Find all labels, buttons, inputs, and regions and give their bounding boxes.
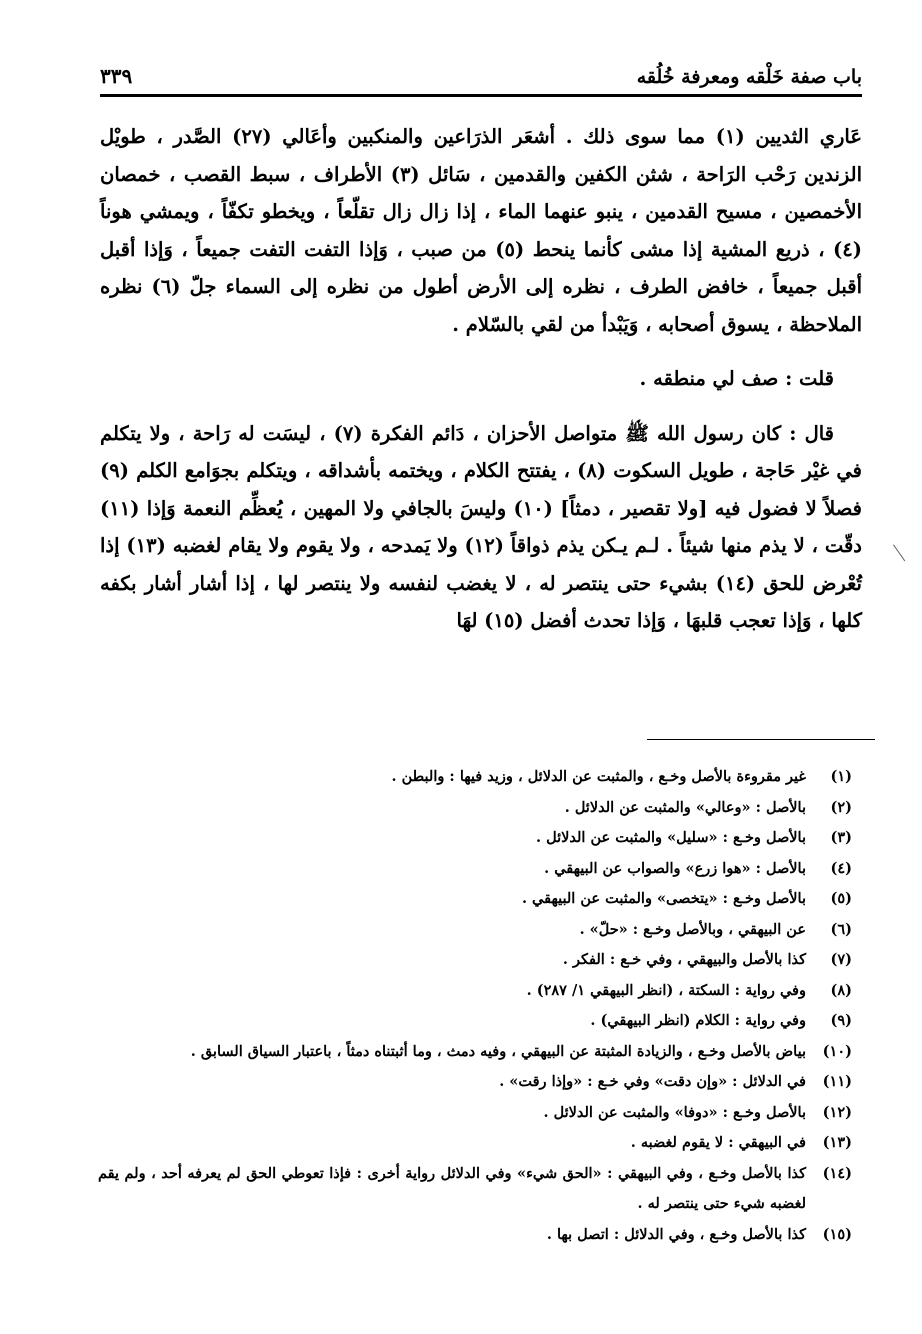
footnote: [98, 762, 852, 793]
running-header: [100, 58, 862, 88]
footnote: [98, 793, 852, 824]
footnote: [98, 915, 852, 946]
footnote: [98, 1006, 852, 1037]
footnote: [98, 1128, 852, 1159]
footnote: [98, 854, 852, 885]
footnote-number: (٢): [830, 798, 852, 816]
footnote: [98, 1159, 852, 1220]
footnotes: [98, 762, 852, 1250]
paragraph-3: قال : كان رسول الله ﷺ متواصل الأحزان ، دَائم الفكرة (٧) ، ليسَت له رَاحة ، ولا يتكلم في غيْر حَاجة ، طويل السكوت (٨) ، يفتتح الكلام ، ويختمه بأشداقه ، ويتكلم بجوَامع الكلم (٩) فصلاً لا فضول فيه [ولا تقصير ، دمثاً] (١٠) وليسَ بالجافي ولا المهين ، يُعظِّم النعمة وَإذا (١١) دقّت ، لا يذم منها شيئاً . لـم يـكن يذم ذواقاً (١٢) ولا يَمدحه ، ولا يقوم ولا يقام لغضبه (١٣) إذا تُعْرض للحق (١٤) بشيء حتى ينتصر له ، لا يغضب لنفسه ولا ينتصر لها ، إذا أشار أشار بكفه كلها ، وَإذا تعجب قلبهَا ، وَإذا تحدث أفضل (١٥) لهَا: [100, 421, 862, 632]
footnote-text: في البيهقي : لا يقوم لغضبه .: [630, 1134, 806, 1151]
footnote-text: بالأصل : «وعالي» والمثبت عن الدلائل .: [564, 798, 806, 816]
chapter-title: باب صفة خَلْقه ومعرفة خُلُقه: [636, 66, 862, 88]
main-text: [100, 118, 862, 657]
footnote-number: (٦): [830, 920, 852, 938]
footnote-text: كذا بالأصل والبيهقي ، وفي خـع : الفكر .: [562, 951, 806, 968]
footnote-text: بياض بالأصل وخـع ، والزيادة المثبتة عن البيهقي ، وفيه دمث ، وما أثبتناه دمثاً ، باعتبار السياق السابق .: [190, 1042, 806, 1060]
footnote-text: في الدلائل : «وإن دقت» وفي خـع : «وإذا رقت» .: [499, 1073, 806, 1090]
footnote-text: وفي رواية : السكتة ، (انظر البيهقي ١/ ٢٨٧) .: [526, 981, 806, 999]
footnote-text: كذا بالأصل وخـع ، وفي الدلائل : اتصل بها .: [546, 1225, 806, 1243]
footnote-text: بالأصل : «هوا زرع» والصواب عن البيهقي .: [544, 859, 806, 877]
footnote: [98, 1037, 852, 1068]
footnote-number: (١١): [822, 1073, 852, 1090]
footnote: [98, 1067, 852, 1098]
footnote-text: غير مقروءة بالأصل وخـع ، والمثبت عن الدلائل ، وزيد فيها : والبطن .: [391, 768, 806, 785]
footnote-text: وفي رواية : الكلام (انظر البيهقي) .: [590, 1012, 806, 1029]
footnote-text: عن البيهقي ، وبالأصل وخـع : «حلّ» .: [579, 920, 806, 938]
footnote-text: كذا بالأصل وخـع ، وفي البيهقي : «الحق شيء» وفي الدلائل رواية أخرى : فإذا تعوطي الحق لم يعرفه أحد ، ولم يقم لغضبه شيء حتى ينتصر له .: [98, 1164, 806, 1212]
footnote: [98, 945, 852, 976]
footnote-text: بالأصل وخـع : «سليل» والمثبت عن الدلائل .: [536, 829, 806, 846]
footnote-number: (١٠): [822, 1042, 852, 1060]
footnote-text: بالأصل وخـع : «دوفا» والمثبت عن الدلائل .: [543, 1103, 806, 1121]
header-rule: [100, 94, 862, 97]
margin-mark: [893, 538, 915, 562]
footnote-number: (٥): [830, 890, 852, 907]
footnote-number: (٣): [830, 829, 852, 846]
footnote-number: (١٢): [822, 1103, 852, 1121]
footnote-number: (١٤): [822, 1164, 852, 1182]
footnote: [98, 884, 852, 915]
footnote-number: (٤): [830, 859, 852, 877]
footnote-number: (٨): [830, 981, 852, 999]
paragraph-1: عَاري الثديين (١) مما سوى ذلك . أشعَر الذرَاعين والمنكبين وأعَالي (٢٧) الصَّدر ، طويْل الزندين رَحْب الرَاحة ، شثن الكفين والقدمين ، سَائل (٣) الأطراف ، سبط القصب ، خمصان الأخمصين ، مسيح القدمين ، ينبو عنهما الماء ، إذا زال زال تقلّعاً ، ويخطو تكفّاً ، ويمشي هوناً (٤) ، ذريع المشية إذا مشى كأنما ينحط (٥) من صبب ، وَإذا التفت التفت جميعاً ، وَإذا أقبل أقبل جميعاً ، خافض الطرف ، نظره إلى الأرض أطول من نظره إلى السماء جلّ (٦) نظره الملاحظة ، يسوق أصحابه ، وَيَبْدأ من لقي بالسّلام .: [100, 125, 863, 336]
footnote-number: (٩): [830, 1012, 852, 1029]
footnote-rule: [647, 739, 875, 740]
footnote-text: بالأصل وخـع : «يتخصى» والمثبت عن البيهقي .: [521, 890, 806, 907]
paragraph-2: قلت : صف لي منطقه .: [639, 367, 834, 390]
page-number: ٣٣٩: [100, 64, 133, 88]
footnote: [98, 1098, 852, 1129]
footnote: [98, 976, 852, 1007]
footnote: [98, 823, 852, 854]
footnote-number: (١٥): [822, 1225, 852, 1243]
footnote-number: (١٣): [822, 1134, 852, 1151]
footnote-number: (٧): [830, 951, 852, 968]
footnote: [98, 1220, 852, 1251]
footnote-number: (١): [830, 768, 852, 785]
